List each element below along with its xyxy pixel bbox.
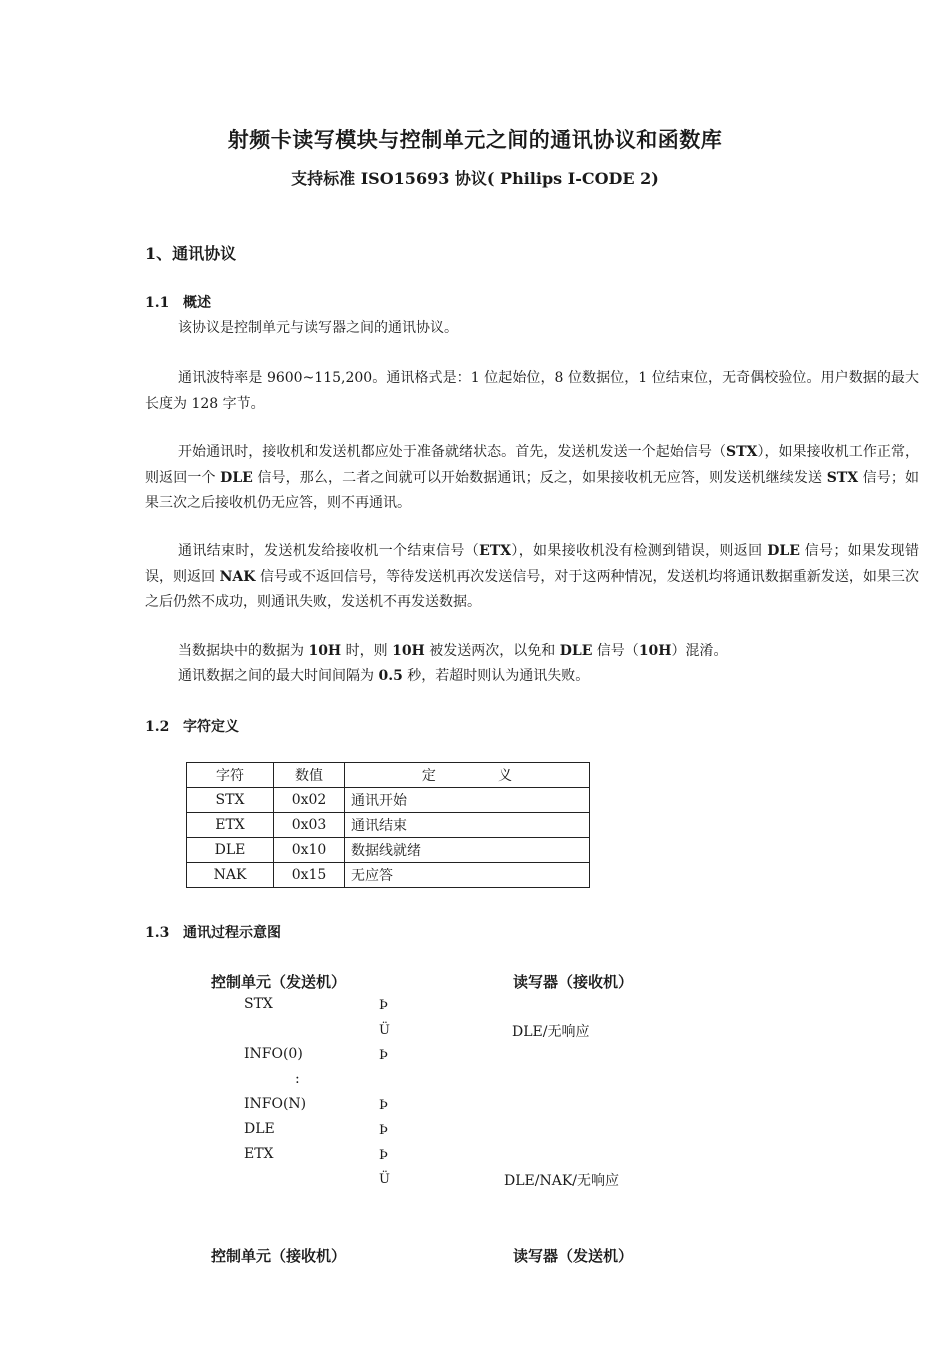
section-heading-1-1: 1.1 概述 <box>145 295 211 311</box>
table-cell-char: ETX <box>187 813 274 838</box>
table-header-definition: 定 义 <box>345 763 590 788</box>
section-heading-1-2: 1.2 字符定义 <box>145 719 239 735</box>
table-row <box>187 788 590 813</box>
table-cell-value: 0x15 <box>274 863 345 888</box>
table-cell-definition: 数据线就绪 <box>345 838 590 863</box>
right-arrow-icon: Þ <box>379 1123 388 1138</box>
table-cell-definition: 通讯开始 <box>345 788 590 813</box>
diagram-row-left: DLE <box>244 1121 275 1137</box>
paragraph-baud-rate: 通讯波特率是 9600~115,200。通讯格式是：1 位起始位，8 位数据位，1 位结束位，无奇偶校验位。用户数据的最大长度为 128 字节。 <box>145 370 919 412</box>
paragraph-end-comm: 通讯结束时，发送机发给接收机一个结束信号（ETX），如果接收机没有检测到错误，则返回 DLE 信号；如果发现错误，则返回 NAK 信号或不返回信号，等待发送机再次发送信号，对于这两种情况，发送机均将通讯数据重新发送，如果三次之后仍然不成功，则通讯失败，发送机不再发送数据。 <box>145 543 920 610</box>
diagram1-right-header: 读写器（接收机） <box>513 973 634 991</box>
table-cell-value: 0x03 <box>274 813 345 838</box>
table-header-char: 字符 <box>187 763 274 788</box>
diagram2-right-header: 读写器（发送机） <box>513 1247 634 1265</box>
paragraph-start-comm: 开始通讯时，接收机和发送机都应处于准备就绪状态。首先，发送机发送一个起始信号（STX），如果接收机工作正常，则返回一个 DLE 信号，那么，二者之间就可以开始数据通讯；反之，如果接收机无应答，则发送机继续发送 STX 信号；如果三次之后接收机仍无应答，则不再通讯。 <box>145 444 920 511</box>
document-title: 射频卡读写模块与控制单元之间的通讯协议和函数库 <box>227 127 723 152</box>
diagram-row-right: DLE/NAK/无响应 <box>504 1173 619 1189</box>
section-heading-1: 1、通讯协议 <box>145 244 237 263</box>
left-arrow-icon: Ü <box>379 1023 390 1038</box>
left-arrow-icon: Ü <box>379 1172 390 1187</box>
table-cell-char: STX <box>187 788 274 813</box>
table-cell-value: 0x10 <box>274 838 345 863</box>
character-definition-table <box>186 762 590 888</box>
paragraph-10h-rule: 当数据块中的数据为 10H 时，则 10H 被发送两次，以免和 DLE 信号（10H）混淆。 <box>178 643 728 659</box>
diagram-ellipsis: : <box>295 1071 300 1087</box>
section-heading-1-3: 1.3 通讯过程示意图 <box>145 925 281 941</box>
table-cell-char: DLE <box>187 838 274 863</box>
diagram-row-right: DLE/无响应 <box>512 1024 590 1040</box>
right-arrow-icon: Þ <box>379 1098 388 1113</box>
diagram1-left-header: 控制单元（发送机） <box>211 973 347 991</box>
table-cell-definition: 通讯结束 <box>345 813 590 838</box>
table-header-row <box>187 763 590 788</box>
diagram-row-left: ETX <box>244 1146 274 1162</box>
diagram-row-left: INFO(0) <box>244 1046 303 1062</box>
right-arrow-icon: Þ <box>379 1048 388 1063</box>
diagram-row-left: INFO(N) <box>244 1096 307 1112</box>
table-header-value: 数值 <box>274 763 345 788</box>
table-cell-char: NAK <box>187 863 274 888</box>
table-row <box>187 813 590 838</box>
table-cell-definition: 无应答 <box>345 863 590 888</box>
diagram2-left-header: 控制单元（接收机） <box>211 1247 347 1265</box>
paragraph-timeout: 通讯数据之间的最大时间间隔为 0.5 秒，若超时则认为通讯失败。 <box>178 668 590 684</box>
table-cell-value: 0x02 <box>274 788 345 813</box>
document-subtitle: 支持标准 ISO15693 协议( Philips I-CODE 2) <box>291 169 659 188</box>
right-arrow-icon: Þ <box>379 1148 388 1163</box>
right-arrow-icon: Þ <box>379 998 388 1013</box>
overview-intro: 该协议是控制单元与读写器之间的通讯协议。 <box>178 320 458 336</box>
table-row <box>187 863 590 888</box>
diagram-row-left: STX <box>244 996 273 1012</box>
table-row <box>187 838 590 863</box>
